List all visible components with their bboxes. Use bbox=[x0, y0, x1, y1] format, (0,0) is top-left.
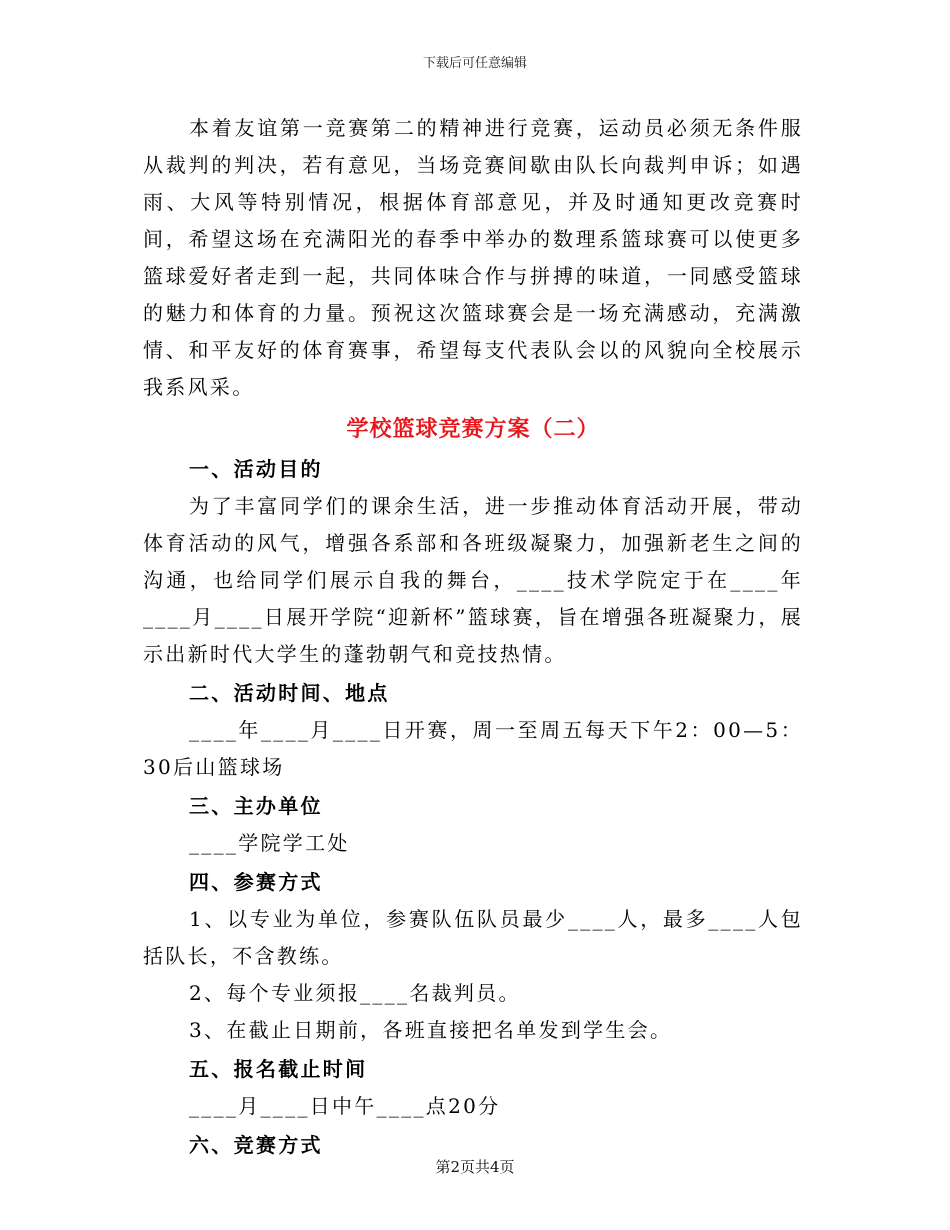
section-heading-deadline: 五、报名截止时间 bbox=[189, 1057, 368, 1081]
section-body-deadline: ____月____日中午____点20分 bbox=[189, 1094, 501, 1118]
intro-paragraph: 本着友谊第一竞赛第二的精神进行竞赛，运动员必须无条件服从裁判的判决，若有意见，当场竞赛间歇由队长向裁判申诉；如遇雨、大风等特别情况，根据体育部意见，并及时通知更改竞赛时间，希望这场在充满阳光的春季中举办的数理系篮球赛可以使更多篮球爱好者走到一起，共同体味合作与拼搏的味道，一同感受篮球的魅力和体育的力量。预祝这次篮球赛会是一场充满感动，充满激情、和平友好的体育赛事，希望每支代表队会以的风貌向全校展示我系风采。 bbox=[143, 116, 803, 399]
section-body-time-place: ____年____月____日开赛，周一至周五每天下午2：00—5：30后山篮球场 bbox=[143, 718, 803, 779]
section-heading-purpose: 一、活动目的 bbox=[189, 457, 323, 481]
method-item-2: 2、每个专业须报____名裁判员。 bbox=[189, 981, 521, 1005]
page-footer: 第2页共4页 bbox=[435, 1158, 515, 1176]
section-heading-organizer: 三、主办单位 bbox=[189, 794, 323, 818]
section-heading-time-place: 二、活动时间、地点 bbox=[189, 681, 390, 705]
method-item-1: 1、以专业为单位，参赛队伍队员最少____人，最多____人包括队长，不含教练。 bbox=[143, 907, 803, 968]
document-title: 学校篮球竞赛方案（二） bbox=[346, 416, 600, 442]
method-item-3: 3、在截止日期前，各班直接把名单发到学生会。 bbox=[189, 1018, 673, 1042]
header-note: 下载后可任意编辑 bbox=[422, 56, 527, 71]
section-body-organizer: ____学院学工处 bbox=[189, 831, 350, 855]
document-body bbox=[143, 110, 803, 1164]
section-heading-competition: 六、竞赛方式 bbox=[189, 1133, 323, 1157]
section-heading-method: 四、参赛方式 bbox=[189, 870, 323, 894]
section-body-purpose: 为了丰富同学们的课余生活，进一步推动体育活动开展，带动体育活动的风气，增强各系部和各班级凝聚力，加强新老生之间的沟通，也给同学们展示自我的舞台，____技术学院定于在____年____月____日展开学院“迎新杯”篮球赛，旨在增强各班凝聚力，展示出新时代大学生的蓬勃朝气和竞技热情。 bbox=[143, 494, 803, 666]
